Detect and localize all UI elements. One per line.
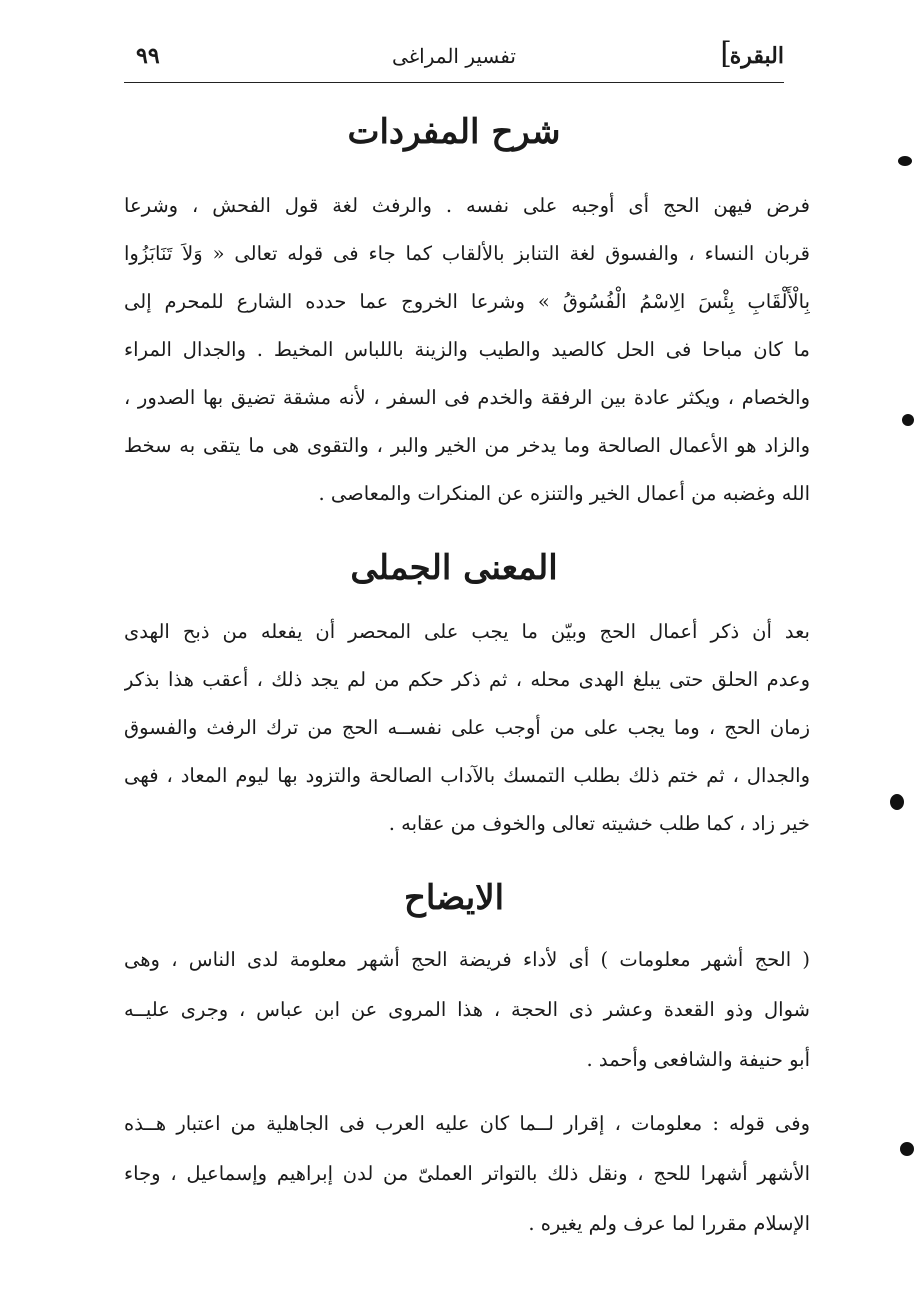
page-number: ٩٩ (136, 43, 160, 69)
explanation-line: وفى قوله : معلومات ، إقرار لــما كان عليه العرب فى الجاهلية من اعتبار هــذه (124, 1112, 810, 1135)
surah-name: البقرة (729, 43, 784, 69)
running-header (124, 36, 784, 82)
header-rule (124, 82, 784, 83)
general-meaning-line: زمان الحج ، وما يجب على من أوجب على نفســه الحج من ترك الرفث والفسوق (124, 716, 810, 739)
heading-explanation: الايضاح (403, 878, 505, 918)
book-title: تفسير المراغى (392, 44, 516, 68)
heading-vocabulary: شرح المفردات (347, 112, 561, 152)
explanation-line: شوال وذو القعدة وعشر ذى الحجة ، هذا المروى عن ابن عباس ، وجرى عليــه (124, 998, 810, 1021)
vocabulary-line: فرض فيهن الحج أى أوجبه على نفسه . والرفث لغة قول الفحش ، وشرعا (124, 194, 810, 217)
scan-spot (898, 156, 912, 166)
vocabulary-line: قربان النساء ، والفسوق لغة التنابز بالألقاب كما جاء فى قوله تعالى « وَلاَ تَنَابَزُوا (124, 242, 810, 265)
general-meaning-line: وعدم الحلق حتى يبلغ الهدى محله ، ثم ذكر حكم من لم يجد ذلك ، أعقب هذا بذكر (124, 668, 810, 691)
scan-spot (902, 414, 914, 426)
explanation-line: الأشهر أشهرا للحج ، ونقل ذلك بالتواتر العملىّ من لدن إبراهيم وإسماعيل ، وجاء (124, 1162, 810, 1185)
explanation-line: الإسلام مقررا لما عرف ولم يغيره . (528, 1212, 810, 1235)
explanation-line: ( الحج أشهر معلومات ) أى لأداء فريضة الحج أشهر معلومة لدى الناس ، وهى (124, 948, 810, 971)
vocabulary-line: والزاد هو الأعمال الصالحة وما يدخر من الخير والبر ، والتقوى هى ما يتقى به سخط (124, 434, 810, 457)
vocabulary-line: والخصام ، ويكثر عادة بين الرفقة والخدم فى السفر ، لأنه مشقة تضيق بها الصدور ، (124, 386, 810, 409)
header-bracket: ] (720, 36, 732, 71)
scan-spot (890, 794, 904, 810)
vocabulary-line: ما كان مباحا فى الحل كالصيد والطيب والزينة باللباس المخيط . والجدال المراء (124, 338, 810, 361)
general-meaning-line: خير زاد ، كما طلب خشيته تعالى والخوف من عقابه . (388, 812, 810, 835)
explanation-line: أبو حنيفة والشافعى وأحمد . (586, 1048, 810, 1071)
general-meaning-line: والجدال ، ثم ختم ذلك بطلب التمسك بالآداب الصالحة والتزود بها ليوم المعاد ، فهى (124, 764, 810, 787)
vocabulary-line: بِالْأَلْقَابِ بِئْسَ الِاسْمُ الْفُسُوقُ » وشرعا الخروج عما حدده الشارع للمحرم إلى (124, 290, 810, 313)
scan-spot (900, 1142, 914, 1156)
general-meaning-line: بعد أن ذكر أعمال الحج وبيّن ما يجب على المحصر أن يفعله من ذبح الهدى (124, 620, 810, 643)
vocabulary-line: الله وغضبه من أعمال الخير والتنزه عن المنكرات والمعاصى . (318, 482, 810, 505)
heading-general-meaning: المعنى الجملى (350, 548, 558, 588)
